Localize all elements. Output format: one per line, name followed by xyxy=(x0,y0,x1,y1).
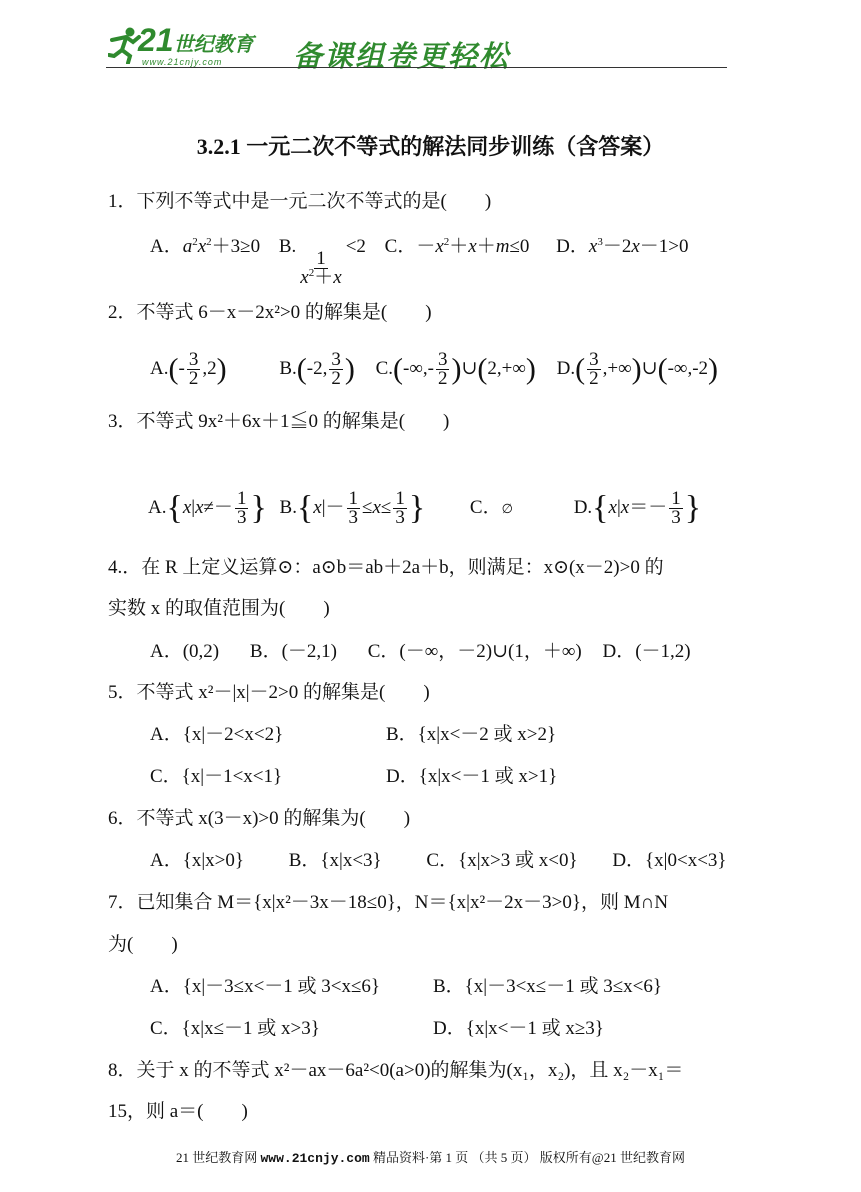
q1-option-d: D．$x^3-2x-1>0$ xyxy=(556,236,689,257)
q2-option-b: B.(-2, $\frac{3}{2}$ ) xyxy=(279,349,355,389)
header-divider xyxy=(106,67,727,68)
q2-stem: 2．不等式 6－x－2x²>0 的解集是( ) xyxy=(108,302,432,323)
footer-site: 21 世纪教育网 xyxy=(175,1150,258,1165)
q1-stem-text: 1．下列不等式中是一元二次不等式的是( ) xyxy=(108,191,492,212)
q2-option-a: A.(- $\frac{3}{2}$ ,2) xyxy=(150,349,227,389)
q1-stem xyxy=(108,190,491,214)
q4-options xyxy=(150,640,691,664)
q4-stem-line1: 4.．在 R 上定义运算⊙：a⊙b＝ab＋2a＋b，则满足：x⊙(x－2)>0 的 xyxy=(108,557,664,578)
q6-option-d: D．{x|0<x<3} xyxy=(612,850,727,871)
q6-option-b: B．{x|x<3} xyxy=(288,850,382,871)
q2-option-c: C.(-∞,- $\frac{3}{2}$ )∪(2,+∞) xyxy=(375,349,536,389)
q6-option-c: C．{x|x>3 或 x<0} xyxy=(426,850,578,871)
q5-option-d: D．{x|x<－1 或 x>1} xyxy=(386,766,558,787)
q8-stem-line2: 15，则 a＝( ) xyxy=(108,1101,248,1122)
q3-option-d: D.{x|x＝－ $\frac{1}{3}$ } xyxy=(573,488,702,528)
q2-options xyxy=(150,351,718,388)
q5-option-c: C．{x|－1<x<1} xyxy=(150,766,283,787)
footer-rest: 精品资料·第 1 页 （共 5 页） 版权所有@21 世纪教育网 xyxy=(372,1150,686,1165)
q6-stem: 6．不等式 x(3－x)>0 的解集为( ) xyxy=(108,808,411,829)
q3-option-b: B.{x|－ $\frac{1}{3}$ ≤x≤ $\frac{1}{3}$ } xyxy=(279,488,426,528)
q5-option-b: B．{x|x<－2 或 x>2} xyxy=(386,724,557,745)
q4-option-c: C．(－∞，－2)∪(1，＋∞) xyxy=(367,641,582,662)
q7-option-a: A．{x|－3≤x<－1 或 3<x≤6} xyxy=(150,976,381,997)
q4-stem-line2: 实数 x 的取值范围为( ) xyxy=(108,598,330,619)
q1-options xyxy=(150,235,689,287)
q4-option-b: B．(－2,1) xyxy=(249,641,337,662)
q3-options xyxy=(148,490,701,527)
q8-stem-line1: 8．关于 x 的不等式 x²－ax－6a²<0(a>0)的解集为(x₁，x₂)，且 x₂－x₁＝ xyxy=(108,1060,684,1081)
q4-option-d: D．(－1,2) xyxy=(602,641,691,662)
q7-stem-line1: 7．已知集合 M＝{x|x²－3x－18≤0}，N＝{x|x²－2x－3>0}，则 M∩N xyxy=(108,892,669,913)
q5-stem: 5．不等式 x²－|x|－2>0 的解集是( ) xyxy=(108,682,430,703)
header-slogan: 备课组卷更轻松 xyxy=(293,41,511,73)
q3-stem: 3．不等式 9x²＋6x＋1≦0 的解集是( ) xyxy=(108,411,450,432)
footer-url-link[interactable]: www.21cnjy.com xyxy=(260,1151,370,1166)
page-footer xyxy=(0,1147,861,1166)
page-title: 3.2.1 一元二次不等式的解法同步训练（含答案） xyxy=(196,134,665,159)
q3-option-a: A.{x|x≠－ $\frac{1}{3}$ } xyxy=(148,488,267,528)
q5-option-a: A．{x|－2<x<2} xyxy=(150,724,284,745)
q7-option-b: B．{x|－3<x≤－1 或 3≤x<6} xyxy=(433,976,663,997)
q1-option-a: A．$a^2x^2+3\ge 0$ xyxy=(150,236,261,257)
logo-url: www.21cnjy.com xyxy=(142,57,223,67)
q3-option-c: C．∅ xyxy=(469,496,513,518)
q7-stem-line2: 为( ) xyxy=(108,934,178,955)
runner-logo-icon xyxy=(108,26,142,69)
q7-option-d: D．{x|x<－1 或 x≥3} xyxy=(433,1018,604,1039)
q2-option-d: D.( $\frac{3}{2}$ ,+∞)∪(-∞,-2) xyxy=(556,349,719,389)
q6-option-a: A．{x|x>0} xyxy=(150,850,244,871)
q1-option-c: C．$-x^2+x+m\le 0$ xyxy=(384,236,530,257)
site-logo: 21世纪教育 xyxy=(138,22,254,58)
q4-option-a: A．(0,2) xyxy=(150,641,220,662)
q7-option-c: C．{x|x≤－1 或 x>3} xyxy=(150,1018,320,1039)
q6-options xyxy=(150,849,727,873)
q1-option-b: B. $\frac{1}{x^2+x}$ <2 xyxy=(278,236,366,288)
